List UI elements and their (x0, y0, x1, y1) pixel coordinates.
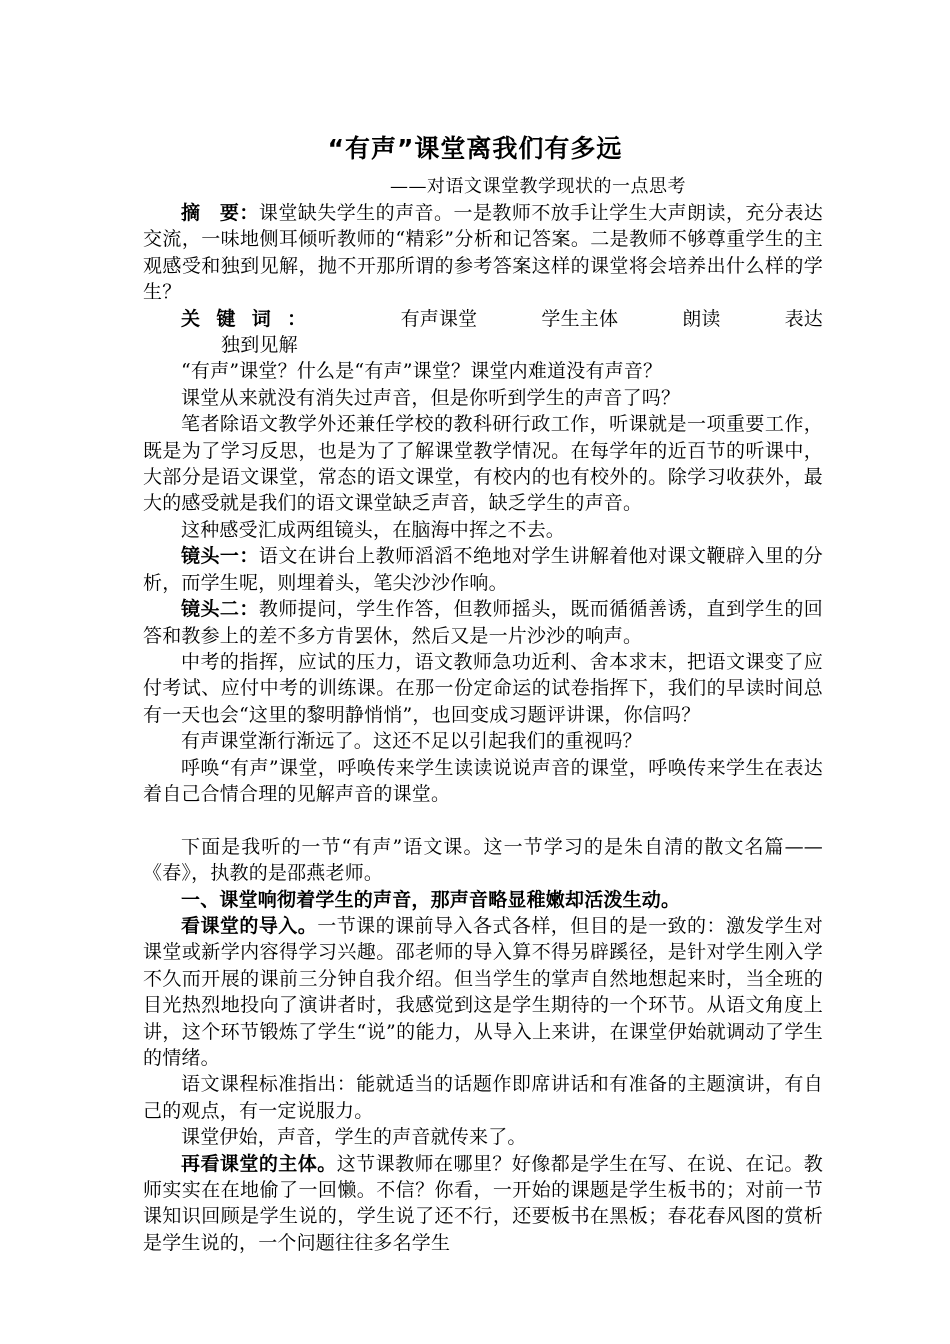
shot-two-label: 镜头二： (181, 598, 259, 621)
document-subtitle: ——对语文课堂教学现状的一点思考 (390, 176, 686, 197)
body-paragraph: 语文课程标准指出：能就适当的话题作即席讲话和有准备的主题演讲，有自己的观点，有一定说服力。 (143, 1073, 823, 1122)
shot-one-paragraph (143, 543, 823, 596)
body-paragraph: 下面是我听的一节“有声”语文课。这一节学习的是朱自清的散文名篇——《春》，执教的是邵燕老师。 (143, 835, 823, 885)
intro-paragraph (143, 913, 823, 1071)
keywords-label: 关键词： (181, 307, 323, 330)
keywords-line (143, 306, 823, 359)
intro-text: 一节课的课前导入各式各样，但目的是一致的：激发学生对课堂或新学内容得学习兴趣。邵老师的导入算不得另辟蹊径，是针对学生刚入学不久而开展的课前三分钟自我介绍。但当学生的掌声自然地想起来时，当全班的目光热烈地投向了演讲者时，我感觉到这是学生期待的一个环节。从语文角度上讲，这个环节锻炼了学生“说”的能力，从导入上来讲，在课堂伊始就调动了学生的情绪。 (143, 914, 824, 1069)
body-paragraph: “有声”课堂？什么是“有声”课堂？课堂内难道没有声音？ (181, 360, 663, 383)
abstract-text: 课堂缺失学生的声音。一是教师不放手让学生大声朗读，充分表达交流，一味地侧耳倾听教师的“精彩”分析和记答案。二是教师不够尊重学生的主观感受和独到见解，抛不开那所谓的参考答案这样的课堂将会培养出什么样的学生？ (143, 202, 823, 304)
document-title: “有声”课堂离我们有多远 (327, 134, 623, 163)
body-paragraph: 课堂从来就没有消失过声音，但是你听到学生的声音了吗？ (181, 386, 681, 409)
subject-paragraph (143, 1151, 823, 1257)
subject-text: 这节课教师在哪里？好像都是学生在写、在说、在记。教师实实在在地偷了一回懒。不信？你看，一开始的课题是学生板书的；对前一节课知识回顾是学生说的，学生说了还不行，还要板书在黑板；春花春风图的赏析是学生说的，一个问题往往多名学生 (143, 1152, 823, 1254)
body-paragraph: 这种感受汇成两组镜头，在脑海中挥之不去。 (181, 518, 566, 541)
subject-label: 再看课堂的主体。 (181, 1152, 337, 1175)
abstract-paragraph (143, 200, 823, 306)
keyword-item: 有声课堂 (400, 307, 478, 330)
shot-one-label: 镜头一： (181, 545, 259, 568)
body-paragraph: 课堂伊始，声音，学生的声音就传来了。 (181, 1126, 527, 1149)
shot-two-text: 教师提问，学生作答，但教师摇头，既而循循善诱，直到学生的回答和教参上的差不多方肯罢休，然后又是一片沙沙的响声。 (143, 598, 823, 647)
keyword-item: 独到见解 (221, 334, 298, 357)
blank-line (143, 807, 823, 833)
keyword-item: 学生主体 (541, 307, 619, 330)
body-paragraph: 呼唤“有声”课堂，呼唤传来学生读读说说声音的课堂，呼唤传来学生在表达着自己合情合理的见解声音的课堂。 (143, 756, 823, 805)
section-heading: 一、课堂响彻着学生的声音，那声音略显稚嫩却活泼生动。 (181, 888, 681, 911)
intro-label: 看课堂的导入。 (181, 914, 318, 937)
body-paragraph: 有声课堂渐行渐远了。这还不足以引起我们的重视吗？ (181, 730, 642, 753)
abstract-label: 摘 要： (181, 202, 259, 224)
shot-two-paragraph (143, 596, 823, 649)
keyword-item: 朗读 (682, 307, 721, 330)
keyword-item: 表达 (784, 307, 823, 330)
body-paragraph: 笔者除语文教学外还兼任学校的教科研行政工作，听课就是一项重要工作，既是为了学习反思，也是为了了解课堂教学情况。在每学年的近百节的听课中，大部分是语文课堂，常态的语文课堂，有校内的也有校外的。除学习收获外，最大的感受就是我们的语文课堂缺乏声音，缺乏学生的声音。 (143, 413, 823, 515)
body-paragraph: 中考的指挥，应试的压力，语文教师急功近利、舍本求末，把语文课变了应付考试、应付中考的训练课。在那一份定命运的试卷指挥下，我们的早读时间总有一天也会“这里的黎明静悄悄”，也回变成习题评讲课，你信吗？ (143, 650, 823, 726)
shot-one-text: 语文在讲台上教师滔滔不绝地对学生讲解着他对课文鞭辟入里的分析，而学生呢，则埋着头，笔尖沙沙作响。 (143, 545, 823, 594)
document-body (143, 200, 823, 1256)
